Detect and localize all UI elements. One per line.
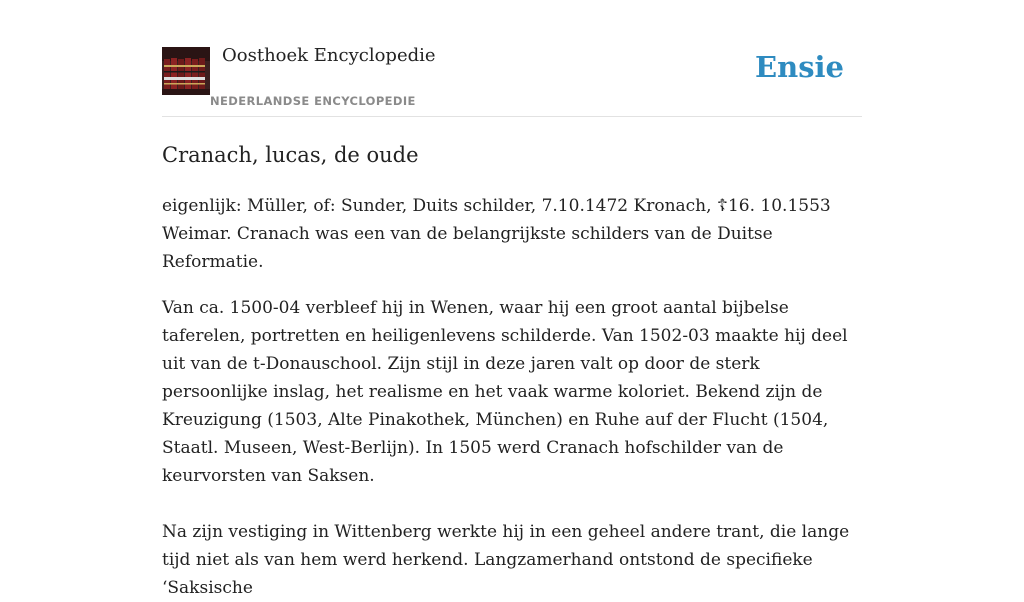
article-paragraph: Na zijn vestiging in Wittenberg werkte hij in een geheel andere trant, die lange tijd niet als van hem werd herkend. Langzamerhand ontstond de specifieke ‘Saksische <box>162 522 850 598</box>
brand-logo-link[interactable]: Ensie <box>755 50 844 84</box>
site-title[interactable]: Oosthoek Encyclopedie <box>222 45 436 66</box>
article-paragraph: eigenlijk: Müller, of: Sunder, Duits schilder, 7.10.1472 Kronach, ☦16. 10.1553 Weimar. Cranach was een van de belangrijkste schilders van de Duitse Reformatie. <box>162 196 831 272</box>
article-title: Cranach, lucas, de oude <box>162 143 419 167</box>
article-content <box>162 116 882 602</box>
site-header <box>162 0 862 117</box>
site-subtitle: NEDERLANDSE ENCYCLOPEDIE <box>210 94 416 108</box>
article-paragraph: Van ca. 1500-04 verbleef hij in Wenen, waar hij een groot aantal bijbelse taferelen, portretten en heiligenlevens schilderde. Van 1502-03 maakte hij deel uit van de t-Donauschool. Zijn stijl in deze jaren valt op door de sterk persoonlijke inslag, het realisme en het vaak warme koloriet. Bekend zijn de Kreuzigung (1503, Alte Pinakothek, München) en Ruhe auf der Flucht (1504, Staatl. Museen, West-Berlijn). In 1505 werd Cranach hofschilder van de keurvorsten van Saksen. <box>162 298 848 486</box>
encyclopedia-books-icon[interactable] <box>162 47 210 95</box>
